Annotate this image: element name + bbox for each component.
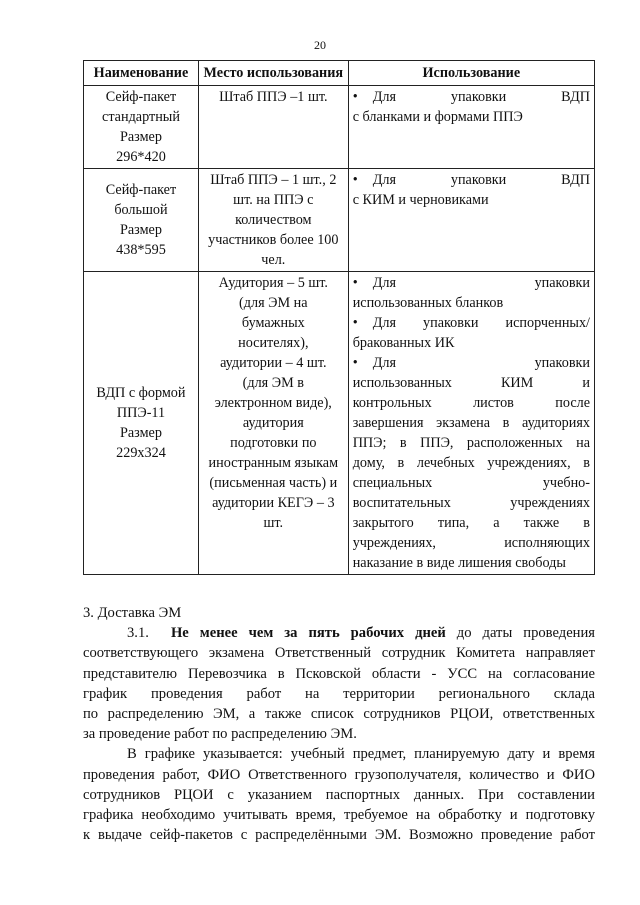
paragraph-line: представителю Перевозчика в Псковской области - УСС на согласование [83, 665, 595, 682]
usage-bullet: • Для упаковки [352, 275, 590, 291]
paragraph-line: В графике указывается: учебный предмет, планируемую дату и время [127, 746, 595, 763]
table-row [84, 169, 595, 272]
table-row [84, 272, 595, 575]
section-body [83, 603, 595, 845]
usage-bullet: • Для упаковки ВДП [352, 172, 590, 188]
page-number: 20 [314, 38, 326, 52]
row-place-cell: Штаб ППЭ –1 шт. [198, 86, 348, 169]
row-place-cell: Аудитория – 5 шт. (для ЭМ на бумажных носителях), аудитории – 4 шт. (для ЭМ в электронном виде), аудитория подготовки по иностранным языкам (письменная часть) и аудитории КЕГЭ – 3 шт. [198, 272, 348, 575]
paragraph-line: графика необходимо учитывать время, требуемое на обработку и подготовку [83, 807, 595, 824]
paragraph-3-1-first-line: 3.1. Не менее чем за пять рабочих дней до даты проведения [83, 623, 595, 643]
paragraph-line: к выдаче сейф-пакетов с распределёнными ЭМ. Возможно проведение работ [83, 827, 595, 844]
header-usage: Использование [348, 61, 594, 86]
row-name-cell: ВДП с формой ППЭ-11 Размер 229x324 [84, 272, 199, 575]
header-name: Наименование [84, 61, 199, 86]
usage-bullet: • Для упаковки ВДП [352, 89, 590, 105]
bullet-icon: • [352, 275, 358, 291]
paragraph-line: график проведения работ на территории регионального склада [83, 685, 595, 702]
bullet-icon: • [352, 355, 358, 371]
deadline-bold: Не менее чем за пять рабочих дней [170, 625, 446, 642]
paragraph-line: сотрудников РЦОИ с указанием паспортных данных. При составлении [83, 786, 595, 803]
row-usage-cell: • Для упаковки ВДП с бланками и формами ППЭ [348, 86, 594, 169]
paragraph-number: 3.1. [127, 625, 149, 642]
usage-bullet: • Для упаковки [352, 355, 590, 371]
row-usage-cell: • Для упаковки использованных бланков • Для упаковки испорченных/ бракованных ИК • Для упаковки использованных КИМ и контрольных листов после завершения экзамена в аудиториях ППЭ; в ППЭ, расположенных на дому, в лечебных учреждениях, в специальных учебно- воспитательных учреждениях закрытого типа, а также в учреждениях, исполняющих наказание в виде лишения свободы [348, 272, 594, 575]
bullet-icon: • [352, 315, 358, 331]
table-row [84, 86, 595, 169]
bullet-icon: • [352, 172, 358, 188]
usage-bullet: • Для упаковки испорченных/ [352, 315, 590, 331]
packaging-table [83, 60, 595, 575]
section-heading: 3. Доставка ЭМ [83, 605, 182, 621]
row-place-cell: Штаб ППЭ – 1 шт., 2 шт. на ППЭ с количеством участников более 100 чел. [198, 169, 348, 272]
row-name-cell: Сейф-пакет большой Размер 438*595 [84, 169, 199, 272]
header-place: Место использования [198, 61, 348, 86]
paragraph-line: за проведение работ по распределению ЭМ. [83, 726, 357, 743]
paragraph-line: соответствующего экзамена Ответственный сотрудник Комитета направляет [83, 645, 595, 662]
bullet-icon: • [352, 89, 358, 105]
paragraph-line: по распределению ЭМ, а также список сотрудников РЦОИ, ответственных [83, 706, 595, 723]
row-usage-cell: • Для упаковки ВДП с КИМ и черновиками [348, 169, 594, 272]
table-header-row [84, 61, 595, 86]
paragraph-line: проведения работ, ФИО Ответственного грузополучателя, количество и ФИО [83, 766, 595, 783]
row-name-cell: Сейф-пакет стандартный Размер 296*420 [84, 86, 199, 169]
